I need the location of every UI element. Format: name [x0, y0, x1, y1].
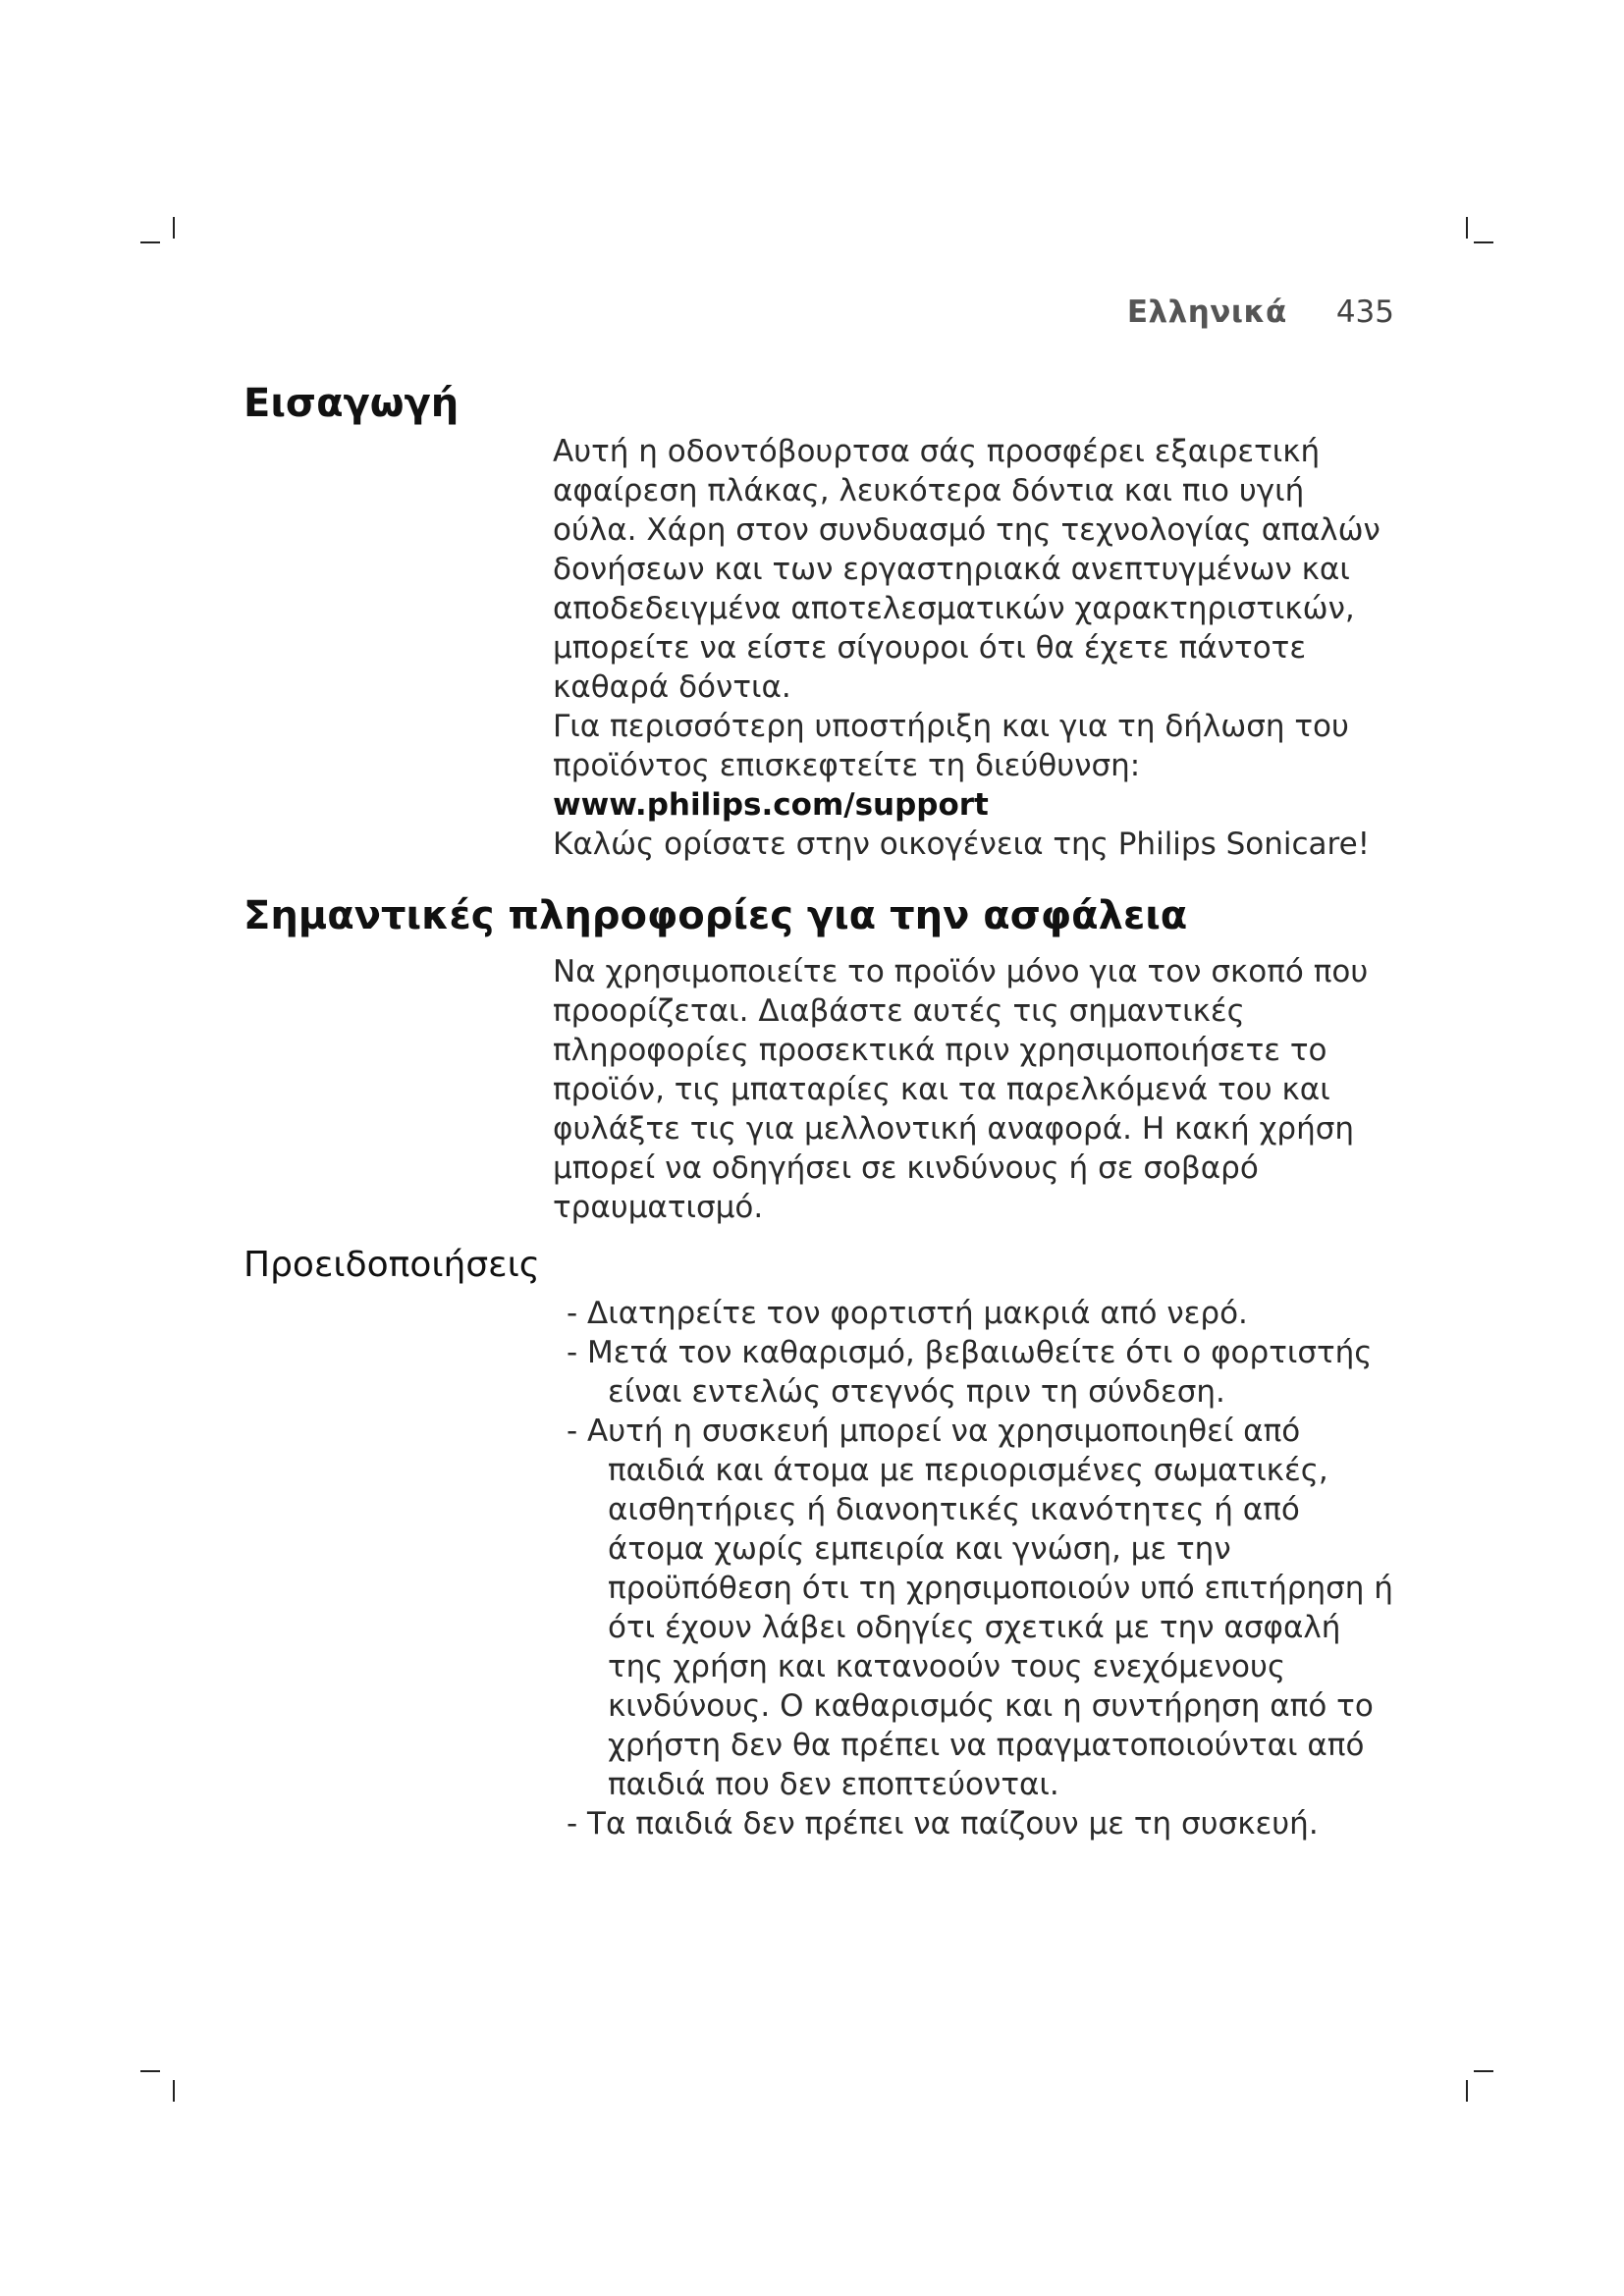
warning-item: - Τα παιδιά δεν πρέπει να παίζουν με τη συσκευή.: [567, 1806, 1319, 1842]
crop-mark-top-right-h: [1474, 241, 1493, 243]
safety-body: [553, 952, 1397, 1227]
intro-title: Εισαγωγή: [244, 381, 460, 426]
crop-mark-top-left-h: [140, 241, 160, 243]
safety-paragraph: Να χρησιμοποιείτε το προϊόν μόνο για τον σκοπό που προορίζεται. Διαβάστε αυτές τις σημαντικές πληροφορίες προσεκτικά πριν χρησιμοποιήσετε το προϊόν, τις μπαταρίες και τα παρελκόμενά του και φυλάξτε τις για μελλοντική αναφορά. Η κακή χρήση μπορεί να οδηγήσει σε κινδύνους ή σε σοβαρό τραυματισμό.: [553, 954, 1369, 1225]
safety-title: Σημαντικές πληροφορίες για την ασφάλεια: [244, 893, 1188, 938]
intro-body: [553, 432, 1397, 864]
crop-mark-bottom-left-v: [173, 2080, 175, 2102]
warning-item: - Διατηρείτε τον φορτιστή μακριά από νερό.: [567, 1296, 1248, 1331]
warning-item: - Μετά τον καθαρισμό, βεβαιωθείτε ότι ο φορτιστής είναι εντελώς στεγνός πριν τη σύνδεση.: [567, 1335, 1373, 1410]
crop-mark-bottom-left-h: [140, 2070, 160, 2072]
support-text: Για περισσότερη υποστήριξη και για τη δήλωση του προϊόντος επισκεφτείτε τη διεύθυνση:: [553, 709, 1349, 783]
running-header: [1127, 294, 1394, 334]
page-number: 435: [1335, 294, 1394, 330]
support-link[interactable]: www.philips.com/support: [553, 787, 989, 823]
warnings-list: [553, 1294, 1397, 1843]
crop-mark-bottom-right-h: [1474, 2070, 1493, 2072]
warnings-title: Προειδοποιήσεις: [244, 1245, 540, 1285]
crop-mark-top-left-v: [173, 217, 175, 239]
intro-paragraph: Αυτή η οδοντόβουρτσα σάς προσφέρει εξαιρετική αφαίρεση πλάκας, λευκότερα δόντια και πιο υγιή ούλα. Χάρη στον συνδυασμό της τεχνολογίας απαλών δονήσεων και των εργαστηριακά ανεπτυγμένων και αποδεδειγμένα αποτελεσματικών χαρακτηριστικών, μπορείτε να είστε σίγουροι ότι θα έχετε πάντοτε καθαρά δόντια.: [553, 434, 1380, 705]
header-language: Ελληνικά: [1126, 294, 1287, 330]
crop-mark-top-right-v: [1466, 217, 1468, 239]
warning-item: - Αυτή η συσκευή μπορεί να χρησιμοποιηθεί από παιδιά και άτομα με περιορισμένες σωματικές, αισθητήριες ή διανοητικές ικανότητες ή από άτομα χωρίς εμπειρία και γνώση, με την προϋπόθεση ότι τη χρησιμοποιούν υπό επιτήρηση ή ότι έχουν λάβει οδηγίες σχετικά με την ασφαλή της χρήση και κατανοούν τους ενεχόμενους κινδύνους. Ο καθαρισμός και η συντήρηση από το χρήστη δεν θα πρέπει να πραγματοποιούνται από παιδιά που δεν εποπτεύονται.: [567, 1414, 1393, 1802]
welcome-text: Καλώς ορίσατε στην οικογένεια της Philips Sonicare!: [553, 827, 1371, 862]
crop-mark-bottom-right-v: [1466, 2080, 1468, 2102]
warnings-body: [553, 1294, 1397, 1843]
